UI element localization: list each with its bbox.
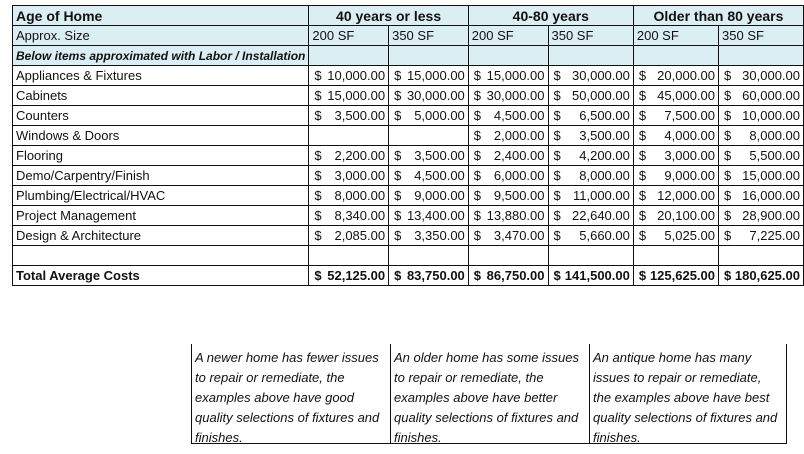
- size-row: [13, 26, 804, 46]
- item-rows: [13, 66, 804, 246]
- spacer-cell: [633, 246, 718, 266]
- cost-amount: 8,340.00: [334, 207, 386, 223]
- cost-amount: 83,750.00: [406, 267, 465, 283]
- cost-amount: 6,000.00: [493, 167, 545, 183]
- cost-cell: [548, 146, 633, 166]
- spacer-cell: [13, 246, 309, 266]
- cost-cell: [389, 86, 469, 106]
- total-row: [13, 266, 804, 286]
- currency-symbol: $: [724, 207, 732, 223]
- currency-symbol: $: [724, 107, 732, 123]
- cost-cell: [468, 106, 548, 126]
- currency-symbol: $: [473, 147, 482, 163]
- currency-symbol: $: [314, 107, 322, 123]
- cost-amount: 5,500.00: [749, 147, 800, 163]
- note-blank: [633, 46, 718, 66]
- cost-cell: [719, 106, 804, 126]
- cost-cell: [633, 66, 718, 86]
- currency-symbol: $: [473, 267, 482, 283]
- currency-symbol: $: [553, 67, 561, 83]
- currency-symbol: $: [724, 87, 732, 103]
- cost-cell: [548, 166, 633, 186]
- currency-symbol: $: [638, 67, 647, 83]
- currency-symbol: $: [394, 67, 402, 83]
- cost-amount: 3,500.00: [334, 107, 386, 123]
- cost-cell: [719, 166, 804, 186]
- cost-amount: 3,000.00: [334, 167, 386, 183]
- cost-cell: [468, 226, 548, 246]
- cost-cell: [548, 186, 633, 206]
- cost-amount: 5,660.00: [579, 227, 630, 243]
- cost-cell: [389, 226, 469, 246]
- currency-symbol: $: [394, 87, 402, 103]
- band-header-3: Older than 80 years: [633, 6, 803, 26]
- size-cell: 200 SF: [468, 26, 548, 46]
- currency-symbol: $: [638, 167, 647, 183]
- cost-cell: [719, 226, 804, 246]
- cost-amount: 9,500.00: [493, 187, 545, 203]
- currency-symbol: $: [394, 227, 402, 243]
- item-name: Project Management: [13, 206, 309, 226]
- item-row: [13, 106, 804, 126]
- currency-symbol: $: [638, 207, 647, 223]
- size-cell: 350 SF: [389, 26, 469, 46]
- cost-amount: 20,100.00: [657, 207, 716, 223]
- cost-cell: [633, 166, 718, 186]
- currency-symbol: $: [473, 187, 482, 203]
- cost-cell: [389, 126, 469, 146]
- currency-symbol: $: [553, 167, 561, 183]
- description-row: [191, 344, 787, 444]
- cost-cell: [633, 126, 718, 146]
- currency-symbol: $: [394, 107, 402, 123]
- cost-amount: 28,900.00: [742, 207, 800, 223]
- cost-cell: [309, 146, 389, 166]
- cost-cell: [548, 86, 633, 106]
- currency-symbol: $: [553, 147, 561, 163]
- item-name: Demo/Carpentry/Finish: [13, 166, 309, 186]
- cost-amount: 5,000.00: [414, 107, 465, 123]
- spacer-cell: [548, 246, 633, 266]
- currency-symbol: $: [314, 87, 322, 103]
- cost-cell: [633, 226, 718, 246]
- cost-amount: 125,625.00: [649, 267, 716, 283]
- currency-symbol: $: [314, 207, 322, 223]
- currency-symbol: $: [473, 67, 482, 83]
- labor-note: Below items approximated with Labor / Installation: [13, 46, 309, 66]
- header-row: [13, 6, 804, 26]
- note-blank: [719, 46, 804, 66]
- cost-amount: 2,400.00: [493, 147, 545, 163]
- cost-amount: 7,500.00: [664, 107, 716, 123]
- cost-cell: [389, 146, 469, 166]
- band-header-1: 40 years or less: [309, 6, 468, 26]
- cost-amount: 9,000.00: [664, 167, 716, 183]
- cost-cell: [468, 126, 548, 146]
- spacer-cell: [309, 246, 389, 266]
- currency-symbol: $: [724, 167, 732, 183]
- currency-symbol: $: [553, 267, 561, 283]
- currency-symbol: $: [314, 167, 322, 183]
- currency-symbol: $: [553, 207, 561, 223]
- cost-amount: 5,025.00: [664, 227, 716, 243]
- cost-cell: [389, 166, 469, 186]
- cost-amount: 3,000.00: [664, 147, 716, 163]
- cost-amount: 13,400.00: [406, 207, 465, 223]
- cost-cell: [468, 186, 548, 206]
- cost-amount: 180,625.00: [734, 267, 800, 283]
- cost-cell: [719, 186, 804, 206]
- currency-symbol: $: [724, 187, 732, 203]
- cost-amount: 30,000.00: [742, 67, 800, 83]
- item-row: [13, 166, 804, 186]
- cost-amount: 15,000.00: [742, 167, 800, 183]
- cost-cell: [389, 206, 469, 226]
- note-blank: [309, 46, 389, 66]
- currency-symbol: $: [394, 207, 402, 223]
- currency-symbol: $: [638, 107, 647, 123]
- cost-cell: [309, 66, 389, 86]
- total-label: Total Average Costs: [13, 266, 309, 286]
- currency-symbol: $: [724, 267, 732, 283]
- cost-amount: 3,350.00: [414, 227, 465, 243]
- cost-amount: 15,000.00: [406, 67, 465, 83]
- cost-amount: 52,125.00: [327, 267, 386, 283]
- currency-symbol: $: [553, 187, 561, 203]
- cost-amount: 141,500.00: [564, 267, 630, 283]
- item-row: [13, 226, 804, 246]
- currency-symbol: $: [314, 147, 322, 163]
- item-row: [13, 186, 804, 206]
- item-row: [13, 66, 804, 86]
- currency-symbol: $: [473, 227, 482, 243]
- size-cell: 200 SF: [309, 26, 389, 46]
- cost-cell: [548, 206, 633, 226]
- currency-symbol: $: [314, 187, 322, 203]
- currency-symbol: $: [394, 267, 402, 283]
- description-antique-home: An antique home has many issues to repair or remediate, the examples above have best quality selections of fixtures and finishes.: [590, 344, 787, 444]
- item-row: [13, 206, 804, 226]
- total-cell: [309, 266, 389, 286]
- cost-cell: [468, 166, 548, 186]
- cost-amount: 60,000.00: [742, 87, 800, 103]
- item-name: Flooring: [13, 146, 309, 166]
- size-cell: 350 SF: [548, 26, 633, 46]
- cost-cell: [633, 106, 718, 126]
- total-cell: [719, 266, 804, 286]
- note-blank: [548, 46, 633, 66]
- cost-amount: 7,225.00: [749, 227, 800, 243]
- cost-cell: [548, 106, 633, 126]
- spacer-cell: [389, 246, 469, 266]
- currency-symbol: $: [724, 67, 732, 83]
- cost-amount: 22,640.00: [572, 207, 630, 223]
- currency-symbol: $: [638, 267, 647, 283]
- cost-cell: [719, 206, 804, 226]
- currency-symbol: $: [553, 107, 561, 123]
- currency-symbol: $: [724, 127, 732, 143]
- cost-cell: [309, 186, 389, 206]
- cost-cell: [468, 66, 548, 86]
- cost-amount: 30,000.00: [572, 67, 630, 83]
- item-name: Windows & Doors: [13, 126, 309, 146]
- description-newer-home: A newer home has fewer issues to repair or remediate, the examples above have good quality selections of fixtures and finishes.: [191, 344, 391, 444]
- currency-symbol: $: [553, 127, 561, 143]
- note-blank: [389, 46, 469, 66]
- description-older-home: An older home has some issues to repair or remediate, the examples above have better quality selections of fixtures and finishes.: [391, 344, 590, 444]
- cost-amount: 4,200.00: [579, 147, 630, 163]
- cost-cell: [633, 206, 718, 226]
- cost-amount: 6,500.00: [579, 107, 630, 123]
- item-row: [13, 126, 804, 146]
- spacer-cell: [468, 246, 548, 266]
- cost-table: [12, 5, 804, 286]
- currency-symbol: $: [638, 147, 647, 163]
- size-cell: 200 SF: [633, 26, 718, 46]
- currency-symbol: $: [553, 227, 561, 243]
- cost-amount: 10,000.00: [327, 67, 386, 83]
- cost-cell: [548, 226, 633, 246]
- cost-cell: [719, 146, 804, 166]
- cost-amount: 30,000.00: [486, 87, 545, 103]
- cost-cell: [389, 186, 469, 206]
- spacer-cell: [719, 246, 804, 266]
- cost-amount: 20,000.00: [657, 67, 716, 83]
- approx-size-label: Approx. Size: [13, 26, 309, 46]
- cost-amount: 4,500.00: [414, 167, 465, 183]
- cost-amount: 2,000.00: [493, 127, 545, 143]
- item-row: [13, 86, 804, 106]
- cost-amount: 2,085.00: [334, 227, 386, 243]
- cost-amount: 8,000.00: [334, 187, 386, 203]
- cost-amount: 13,880.00: [486, 207, 545, 223]
- cost-amount: 4,500.00: [493, 107, 545, 123]
- item-name: Cabinets: [13, 86, 309, 106]
- currency-symbol: $: [638, 87, 647, 103]
- total-cell: [633, 266, 718, 286]
- cost-amount: 10,000.00: [742, 107, 800, 123]
- total-cell: [548, 266, 633, 286]
- cost-cell: [633, 86, 718, 106]
- cost-cell: [548, 126, 633, 146]
- cost-cell: [309, 106, 389, 126]
- cost-amount: 2,200.00: [334, 147, 386, 163]
- currency-symbol: $: [314, 67, 322, 83]
- currency-symbol: $: [473, 127, 482, 143]
- item-row: [13, 146, 804, 166]
- item-name: Design & Architecture: [13, 226, 309, 246]
- cost-amount: 8,000.00: [749, 127, 800, 143]
- cost-amount: 86,750.00: [486, 267, 545, 283]
- cost-cell: [548, 66, 633, 86]
- cost-amount: 16,000.00: [742, 187, 800, 203]
- cost-amount: 15,000.00: [327, 87, 386, 103]
- band-header-2: 40-80 years: [468, 6, 633, 26]
- currency-symbol: $: [473, 87, 482, 103]
- cost-amount: 11,000.00: [572, 187, 630, 203]
- currency-symbol: $: [638, 187, 647, 203]
- total-cell: [389, 266, 469, 286]
- cost-cell: [309, 206, 389, 226]
- cost-amount: 8,000.00: [579, 167, 630, 183]
- item-name: Plumbing/Electrical/HVAC: [13, 186, 309, 206]
- cost-cell: [309, 166, 389, 186]
- cost-amount: 45,000.00: [657, 87, 716, 103]
- currency-symbol: $: [553, 87, 561, 103]
- cost-cell: [389, 66, 469, 86]
- spacer-row: [13, 246, 804, 266]
- currency-symbol: $: [638, 127, 647, 143]
- cost-amount: 3,500.00: [414, 147, 465, 163]
- item-name: Counters: [13, 106, 309, 126]
- cost-cell: [389, 106, 469, 126]
- cost-cell: [719, 66, 804, 86]
- currency-symbol: $: [394, 147, 402, 163]
- cost-amount: 12,000.00: [657, 187, 716, 203]
- currency-symbol: $: [314, 267, 322, 283]
- cost-cell: [633, 186, 718, 206]
- note-blank: [468, 46, 548, 66]
- cost-cell: [719, 126, 804, 146]
- age-of-home-label: Age of Home: [13, 6, 309, 26]
- currency-symbol: $: [314, 227, 322, 243]
- item-name: Appliances & Fixtures: [13, 66, 309, 86]
- cost-cell: [468, 146, 548, 166]
- cost-cell: [468, 206, 548, 226]
- total-cell: [468, 266, 548, 286]
- currency-symbol: $: [394, 167, 402, 183]
- note-row: [13, 46, 804, 66]
- cost-amount: 3,470.00: [493, 227, 545, 243]
- cost-cell: [633, 146, 718, 166]
- currency-symbol: $: [724, 227, 732, 243]
- currency-symbol: $: [724, 147, 732, 163]
- currency-symbol: $: [473, 107, 482, 123]
- cost-amount: 3,500.00: [579, 127, 630, 143]
- currency-symbol: $: [473, 207, 482, 223]
- cost-cell: [309, 226, 389, 246]
- cost-cell: [468, 86, 548, 106]
- cost-cell: [309, 126, 389, 146]
- cost-cell: [719, 86, 804, 106]
- cost-amount: 4,000.00: [664, 127, 716, 143]
- cost-amount: 50,000.00: [572, 87, 630, 103]
- currency-symbol: $: [638, 227, 647, 243]
- currency-symbol: $: [394, 187, 402, 203]
- cost-amount: 9,000.00: [414, 187, 465, 203]
- cost-cell: [309, 86, 389, 106]
- cost-amount: 15,000.00: [486, 67, 545, 83]
- cost-amount: 30,000.00: [406, 87, 465, 103]
- currency-symbol: $: [473, 167, 482, 183]
- size-cell: 350 SF: [719, 26, 804, 46]
